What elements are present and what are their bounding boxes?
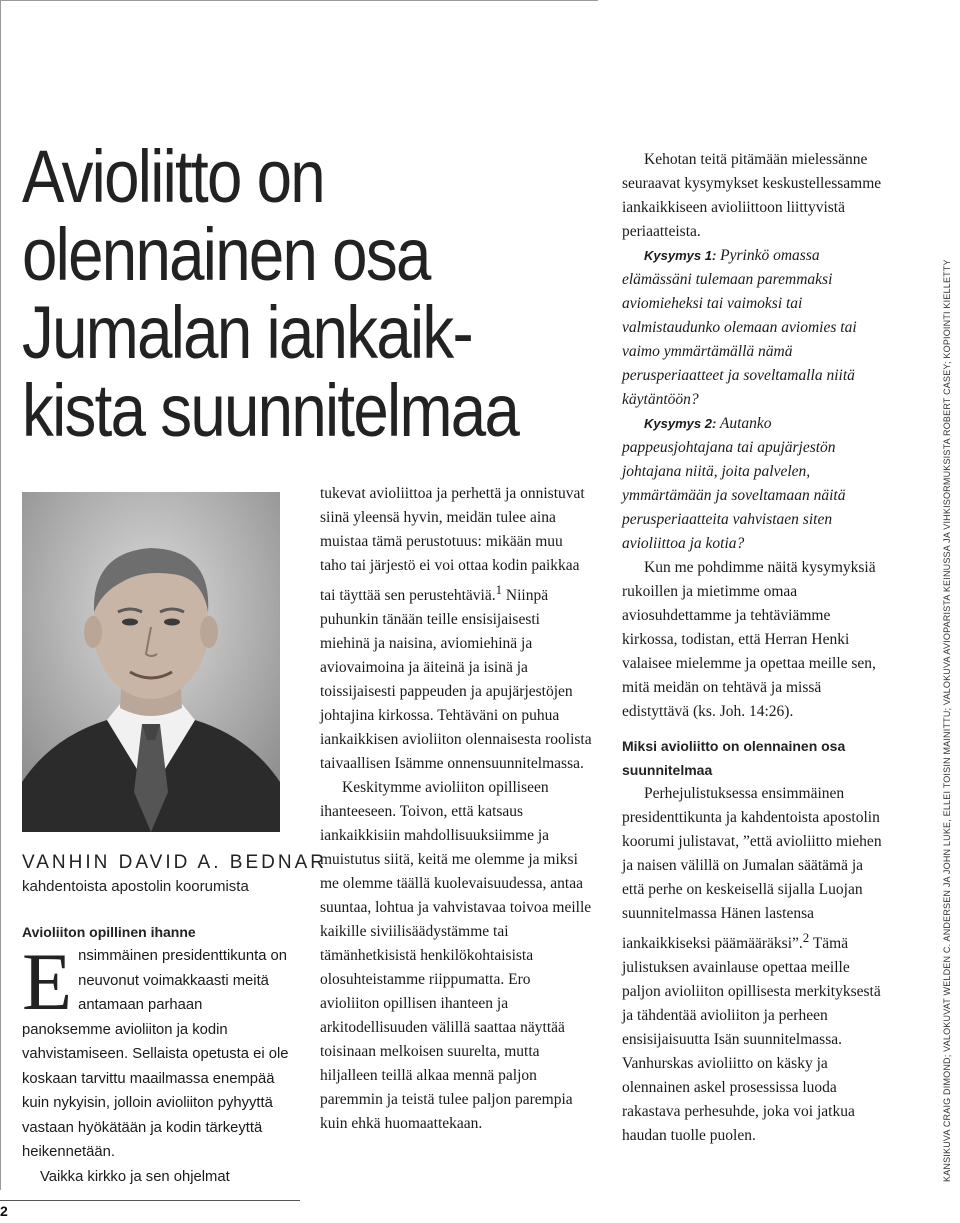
paragraph: Keskitymme avioliiton opilliseen ihanteeseen. Toivon, että katsaus iankaikkisiin mahdollisuuksiimme ja muistutus siitä, keitä me olemme ja miksi me olemme täällä kuolevaisuudessa, antaa suuntaa, lohtua ja vahvistavaa toivoa meille kaikille siviilisäädystämme tai tämänhetkisistä henkilökohtaisista olosuhteistamme riippumatta. Ero avioliiton opillisen ihanteen ja arkitodellisuuden välillä saattaa näyttää toisinaan melkoisen suurelta, mutta hiljalleen teillä alkaa mennä paljon paremmin ja teistä tulee paljon parempia kuin ehkä huomaattekaan. bbox=[320, 779, 592, 1133]
footnote-ref: 2 bbox=[802, 930, 810, 945]
title-line: Avioliitto on bbox=[22, 135, 324, 218]
question-2 bbox=[622, 412, 886, 556]
paragraph-text: Niinpä puhunkin tänään teille ensisijaisesti miehinä ja naisina, aviomiehinä ja aviovaimoina ja äiteinä ja isinä ja toissijaisesti pappeuden ja apujärjestöjen johtajina kirkossa. Tehtäväni on puhua iankaikkisen avioliiton olennaisesta roolista taivaallisen Isämme onnensuunnitelmassa. bbox=[320, 587, 592, 773]
author-portrait bbox=[22, 492, 280, 832]
drop-cap: E bbox=[22, 936, 73, 1027]
title-line: kista suunnitelmaa bbox=[22, 369, 519, 452]
article-column-1 bbox=[22, 920, 294, 1189]
footnote-ref: 1 bbox=[495, 582, 503, 597]
paragraph bbox=[22, 936, 294, 1165]
question-1 bbox=[622, 244, 886, 412]
paragraph bbox=[622, 782, 886, 1148]
question-text: Autanko pappeusjohtajana tai apujärjestön johtajana niitä, joita palvelen, ymmärtämään ja soveltamaan näitä perusperiaatteita vahvistaen siten avioliittoa ja kotia? bbox=[622, 415, 846, 552]
title-line: olennainen osa bbox=[22, 213, 430, 296]
article-title bbox=[22, 135, 521, 452]
paragraph-text: tukevat avioliittoa ja perhettä ja onnistuvat siinä yleensä hyvin, meidän tulee aina muistaa tämä perustotuus: mikään muu taho tai järjestö ei voi ottaa kodin paikkaa tai täyttää sen perustehtäviä. bbox=[320, 485, 585, 605]
photo-credit: KANSIKUVA CRAIG DIMOND; VALOKUVAT WELDEN C. ANDERSEN JA JOHN LUKE, ELLEI TOISIN MAINITTU; VALOKUVA AVIOPARISTA KEINUSSA JA VIHKISORMUKSISTA ROBERT CASEY; KOPIOINTI KIELLETTY bbox=[942, 259, 952, 1182]
paragraph-text: nsimmäinen presidenttikunta on neuvonut voimakkaasti meitä antamaan parhaan panoksemme avioliiton ja kodin vahvistamiseen. Sellaista opetusta ei ole koskaan tarvittu maailmassa enempää kuin nykyisin, jolloin avioliiton pyhyyttä vastaan hyökätään ja kodin tärkeyttä heikennetään. bbox=[22, 948, 289, 1160]
author-name: VANHIN DAVID A. BEDNAR bbox=[22, 852, 327, 873]
article-column-3 bbox=[622, 148, 886, 1148]
author-title: kahdentoista apostolin koorumista bbox=[22, 878, 249, 895]
title-line: Jumalan iankaik- bbox=[22, 291, 473, 374]
question-text: Pyrinkö omassa elämässäni tulemaan paremmaksi aviomieheksi tai vaimoksi tai valmistaudunko olemaan aviomies tai vaimo ymmärtämällä nämä perusperiaatteet ja soveltamalla niitä käytäntöön? bbox=[622, 247, 857, 408]
section-heading: Avioliiton opillinen ihanne bbox=[22, 924, 196, 940]
question-label: Kysymys 2: bbox=[644, 416, 717, 431]
paragraph-text: Tämä julistuksen avainlause opettaa meille paljon avioliiton opillisesta merkityksestä ja tähdentää avioliiton ja perheen ensisijaisuutta Isän suunnitelmassa. Vanhurskas avioliitto on käsky ja olennainen askel prosessissa luoda rakastava perhesuhde, joka voi jatkua haudan tuolle puolen. bbox=[622, 935, 881, 1145]
left-rule bbox=[0, 0, 1, 1190]
question-label: Kysymys 1: bbox=[644, 248, 717, 263]
top-rule bbox=[0, 0, 598, 1]
page-number: 2 bbox=[0, 1203, 8, 1219]
paragraph: Kun me pohdimme näitä kysymyksiä rukoillen ja mietimme omaa aviosuhdettamme ja tehtäviämme kirkossa, todistan, että Herran Henki valaisee mielemme ja opettaa meille sen, mitä meidän on tehtävä ja missä edistyttävä (ks. Joh. 14:26). bbox=[622, 559, 876, 720]
portrait-illustration bbox=[22, 492, 280, 832]
bottom-rule bbox=[0, 1200, 300, 1201]
article-column-2 bbox=[320, 482, 592, 1136]
paragraph-text: Perhejulistuksessa ensimmäinen presidenttikunta ja kahdentoista apostolin koorumi julistavat, ”että avioliitto miehen ja naisen välillä on Jumalan säätämä ja että perhe on keskeisellä sijalla Luojan suunnitelmassa Hänen lastensa iankaikkiseksi päämääräksi”. bbox=[622, 785, 882, 953]
paragraph: Vaikka kirkko ja sen ohjelmat bbox=[40, 1168, 230, 1185]
paragraph: Kehotan teitä pitämään mielessänne seuraavat kysymykset keskustellessamme iankaikkiseen avioliittoon liittyvistä periaatteista. bbox=[622, 151, 882, 240]
paragraph bbox=[320, 482, 592, 776]
section-heading: Miksi avioliitto on olennainen osa suunnitelmaa bbox=[622, 738, 846, 778]
